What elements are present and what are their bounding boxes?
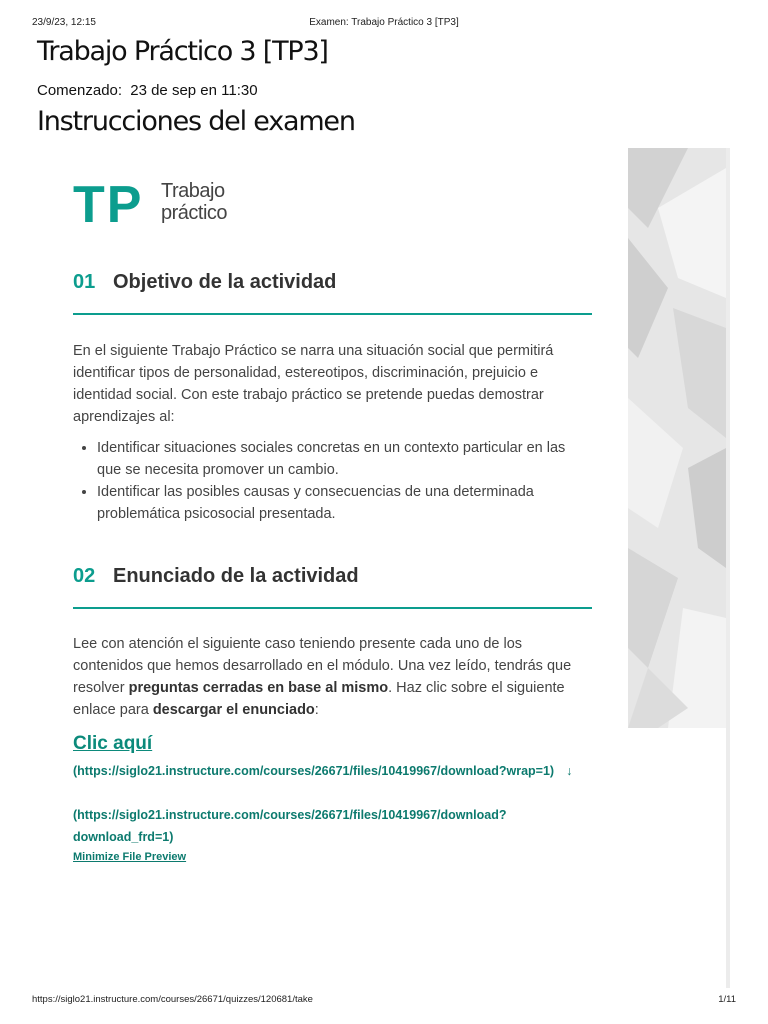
tp-logo-line2: práctico	[161, 202, 228, 224]
clic-aqui-link[interactable]: Clic aquí	[73, 733, 153, 754]
enunciado-paragraph	[73, 633, 593, 721]
enunciado-bold-2: descargar el enunciado	[152, 702, 315, 718]
started-info	[37, 82, 258, 99]
tp-logo-line1: Trabajo	[161, 180, 225, 202]
tp-logo-mark: TP	[73, 176, 144, 234]
print-header	[32, 17, 736, 31]
list-item: • Identificar las posibles causas y consecuencias de una determinada problemática psicosocial presentada.	[97, 481, 593, 525]
section-title: Enunciado de la actividad	[113, 565, 359, 587]
objetivo-text-b: . Con este trabajo práctico se pretende puedas demostrar aprendizajes al:	[73, 387, 544, 425]
list-item: • Identificar situaciones sociales concretas en un contexto particular en las que se necesita promover un cambio.	[97, 437, 593, 481]
print-doc-title: Examen: Trabajo Práctico 3 [TP3]	[309, 17, 459, 28]
enunciado-text-3: :	[314, 702, 319, 718]
section-number: 02	[73, 565, 96, 587]
enunciado-bold-1: preguntas cerradas en base al mismo	[128, 680, 389, 696]
download-icon[interactable]: ↓	[566, 764, 573, 778]
download-url-wrap-text[interactable]: (https://siglo21.instructure.com/courses/26671/files/10419967/download?wrap=1)	[73, 764, 555, 778]
page-edge-line	[726, 148, 730, 988]
section-objetivo-header	[73, 271, 592, 315]
print-footer	[32, 994, 736, 1008]
footer-page-number: 1/11	[718, 994, 736, 1005]
instructions-title: Instrucciones del examen	[37, 106, 355, 137]
print-datetime: 23/9/23, 12:15	[32, 17, 96, 28]
footer-url: https://siglo21.instructure.com/courses/26671/quizzes/120681/take	[32, 994, 313, 1005]
started-label: Comenzado:	[37, 82, 123, 99]
section-enunciado-header	[73, 565, 592, 609]
enunciado-text-1: Lee con atención el siguiente caso teniendo presente cada uno de los contenidos que hemos desarrollado en el módulo. Una vez leído, tendrás que resolver	[73, 636, 572, 696]
objetivo-bullet-list	[73, 437, 593, 525]
objetivo-paragraph	[73, 340, 593, 428]
section-number: 01	[73, 271, 96, 293]
page-title: Trabajo Práctico 3 [TP3]	[37, 36, 328, 67]
objetivo-text-a: En el siguiente Trabajo Práctico se narra una situación social que permitirá identificar tipos de personalidad, estereotipos, discriminación, prejuicio e identidad social	[73, 343, 554, 403]
minimize-file-preview-link[interactable]: Minimize File Preview	[73, 851, 187, 863]
download-url-frd[interactable]: (https://siglo21.instructure.com/courses/26671/files/10419967/download?download_frd=1)	[73, 808, 507, 844]
enunciado-text-2: . Haz clic sobre el siguiente enlace para	[73, 680, 565, 718]
tp-logo-text	[161, 180, 227, 224]
download-url-wrap[interactable]	[73, 760, 573, 782]
started-value: 23 de sep en 11:30	[130, 82, 258, 99]
decorative-side-image	[628, 148, 726, 728]
section-title: Objetivo de la actividad	[113, 271, 337, 293]
